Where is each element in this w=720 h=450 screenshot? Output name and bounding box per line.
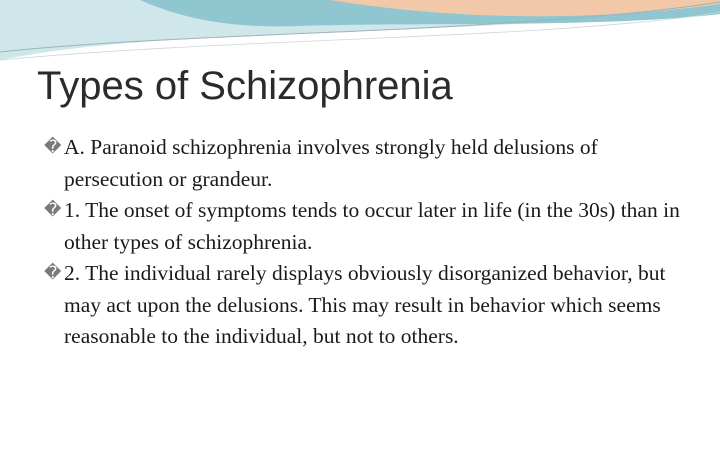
slide-title: Types of Schizophrenia [37, 64, 453, 108]
bullet-item [44, 132, 694, 195]
bullet-glyph: � [44, 263, 62, 283]
bullet-glyph: � [44, 137, 62, 157]
bullet-glyph: � [44, 200, 62, 220]
slide-body [44, 132, 694, 353]
bullet-text: 1. The onset of symptoms tends to occur later in life (in the 30s) than in other types of schizophrenia. [64, 198, 680, 254]
bullet-item [44, 258, 694, 353]
bullet-text: 2. The individual rarely displays obviously disorganized behavior, but may act upon the delusions. This may result in behavior which seems reasonable to the individual, but not to others. [64, 261, 666, 348]
bullet-item [44, 195, 694, 258]
bullet-text: A. Paranoid schizophrenia involves strongly held delusions of persecution or grandeur. [64, 135, 598, 191]
